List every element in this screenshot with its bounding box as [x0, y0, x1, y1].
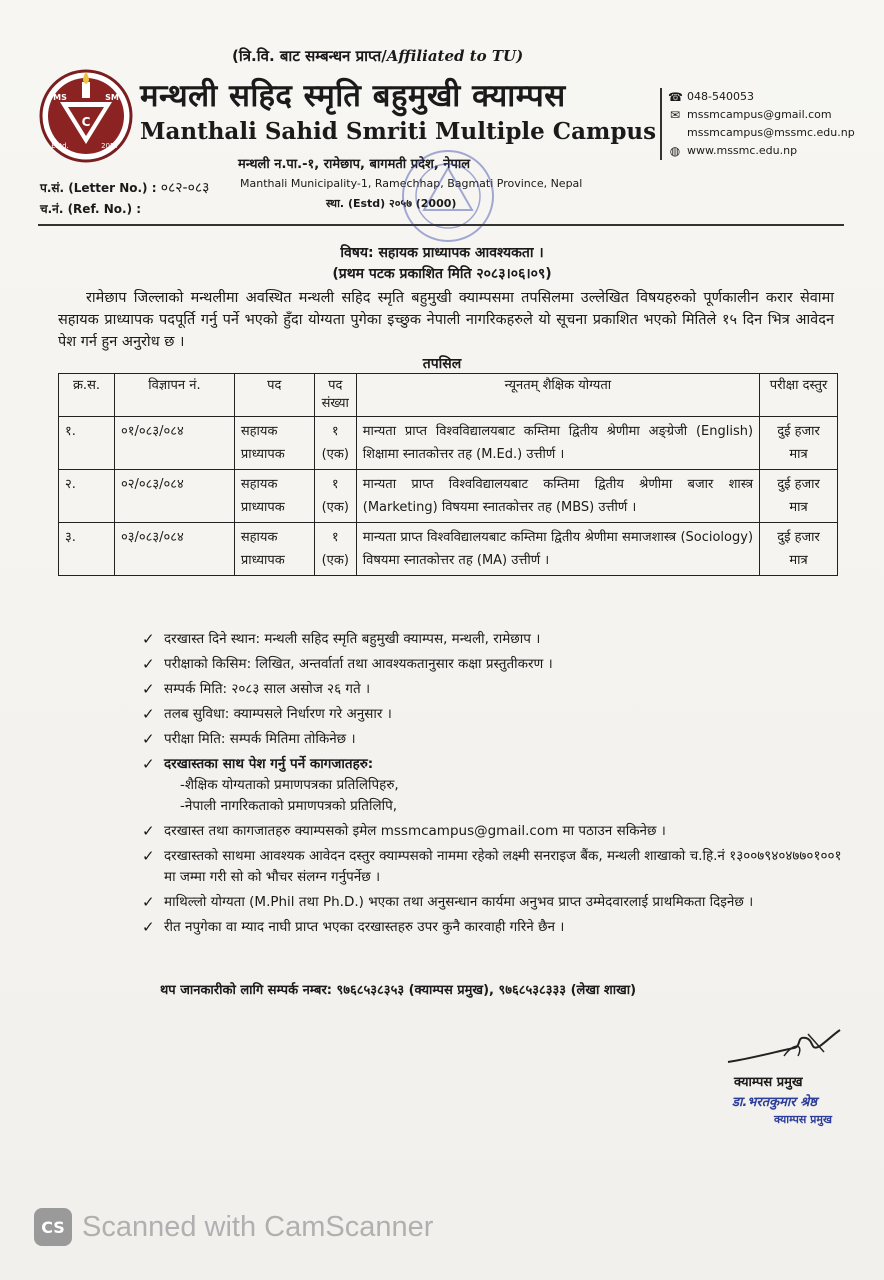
cell-post: सहायक प्राध्यापक: [234, 417, 314, 470]
estd-label: स्था. (Estd): [326, 197, 386, 210]
campus-name-en: Manthali Sahid Smriti Multiple Campus: [140, 118, 657, 145]
table-row: [59, 417, 838, 470]
cell-fee: दुई हजार मात्र: [760, 470, 838, 523]
list-item: [142, 679, 842, 700]
contact-block: [660, 88, 855, 160]
address-en: Manthali Municipality-1, Ramechhap, Bagmati Province, Nepal: [240, 177, 583, 190]
cell-count-number: १: [331, 530, 339, 545]
address-np: मन्थली न.पा.-१, रामेछाप, बागमती प्रदेश, नेपाल: [238, 157, 471, 172]
cell-count-number: १: [331, 424, 339, 439]
affiliation-line: [232, 46, 523, 66]
cell-count-number: १: [331, 477, 339, 492]
campus-seal-stamp: [398, 146, 498, 246]
list-item: [142, 704, 842, 725]
document-item: -शैक्षिक योग्यताको प्रमाणपत्रका प्रतिलिपिहरु,: [180, 777, 399, 793]
campus-logo: [38, 68, 134, 164]
checkmark-icon: ✓: [142, 730, 155, 748]
list-item-documents: [142, 754, 842, 817]
checkmark-icon: ✓: [142, 822, 155, 840]
col-header-ad-no: विज्ञापन नं.: [114, 374, 234, 417]
contact-phone-row: [668, 88, 855, 106]
contact-website: www.mssmc.edu.np: [687, 144, 798, 157]
cell-count: [314, 417, 356, 470]
envelope-icon: ✉: [669, 108, 681, 122]
cell-fee: दुई हजार मात्र: [760, 523, 838, 576]
logo-estd: Estd.: [51, 142, 69, 150]
contact-email2-row: [668, 124, 855, 142]
contact-email-row: [668, 106, 855, 124]
list-item: [142, 917, 842, 938]
vacancy-table: [58, 373, 838, 576]
cell-ad-no: ०३/०८३/०८४: [114, 523, 234, 576]
list-item-text: दरखास्त तथा कागजातहरु क्याम्पसको इमेल mssmcampus@gmail.com मा पठाउन सकिनेछ ।: [164, 823, 666, 839]
camscanner-text: Scanned with CamScanner: [82, 1210, 434, 1243]
letter-value: ०८२-०८३: [160, 180, 210, 196]
list-item-text: सम्पर्क मिति: २०८३ साल असोज २६ गते ।: [164, 681, 371, 697]
requirements-list: [142, 629, 842, 942]
col-header-post: पद: [234, 374, 314, 417]
cell-count-word: (एक): [321, 447, 349, 462]
camscanner-watermark: [34, 1208, 433, 1246]
list-item-text: परीक्षाको किसिम: लिखित, अन्तर्वार्ता तथा आवश्यकतानुसार कक्षा प्रस्तुतीकरण ।: [164, 656, 553, 672]
col-header-count: पद संख्या: [314, 374, 356, 417]
contact-phone: 048-540053: [687, 90, 754, 103]
checkmark-icon: ✓: [142, 705, 155, 723]
header-divider: [38, 224, 844, 226]
notice-published-date: (प्रथम पटक प्रकाशित मिति २०८३।०६।०९): [332, 266, 552, 282]
table-header-row: [59, 374, 838, 417]
cell-count-word: (एक): [321, 553, 349, 568]
cell-sn: ३.: [59, 523, 115, 576]
affiliation-en: Affiliated to TU): [386, 47, 524, 65]
list-item: [142, 821, 842, 842]
cell-ad-no: ०१/०८३/०८४: [114, 417, 234, 470]
tapsil-heading: तपसिल: [422, 356, 462, 372]
handwritten-signature: [724, 1022, 844, 1072]
cell-count-word: (एक): [321, 500, 349, 515]
signatory-name: डा.भरतकुमार श्रेष्ठ: [732, 1095, 817, 1110]
list-item-text: दरखास्त दिने स्थान: मन्थली सहिद स्मृति बहुमुखी क्याम्पस, मन्थली, रामेछाप ।: [164, 631, 541, 647]
contact-email-2: mssmcampus@mssmc.edu.np: [687, 126, 855, 139]
cell-sn: १.: [59, 417, 115, 470]
checkmark-icon: ✓: [142, 655, 155, 673]
col-header-fee: परीक्षा दस्तुर: [760, 374, 838, 417]
cell-post: सहायक प्राध्यापक: [234, 470, 314, 523]
list-item: [142, 654, 842, 675]
cell-qualification: मान्यता प्राप्त विश्वविद्यालयबाट कम्तिमा द्वितीय श्रेणीमा अङ्ग्रेजी (English) शिक्षामा स्नातकोत्तर तह (M.Ed.) उत्तीर्ण ।: [356, 417, 759, 470]
estd-value: २०५७ (2000): [389, 197, 457, 210]
contact-numbers-line: थप जानकारीको लागि सम्पर्क नम्बर: ९७६८५३८३५३ (क्याम्पस प्रमुख), ९७६८५३८३३३ (लेखा शाखा): [160, 983, 637, 998]
checkmark-icon: ✓: [142, 630, 155, 648]
logo-text-right: SM: [105, 93, 119, 102]
cell-fee: दुई हजार मात्र: [760, 417, 838, 470]
logo-letter: C: [81, 115, 91, 129]
list-item-text: तलब सुविधा: क्याम्पसले निर्धारण गरे अनुसार ।: [164, 706, 392, 722]
cell-sn: २.: [59, 470, 115, 523]
notice-subject: विषय: सहायक प्राध्यापक आवश्यकता ।: [340, 245, 544, 261]
signature-title: क्याम्पस प्रमुख: [734, 1075, 803, 1090]
list-item-text: रीत नपुगेका वा म्याद नाघी प्राप्त भएका दरखास्तहरु उपर कुनै कारवाही गरिने छैन ।: [164, 919, 565, 935]
list-item: [142, 629, 842, 650]
list-item-text: माथिल्लो योग्यता (M.Phil तथा Ph.D.) भएका तथा अनुसन्धान कार्यमा अनुभव प्राप्त उम्मेदवारलाई प्राथमिकता दिइनेछ ।: [164, 894, 754, 910]
list-item-text: परीक्षा मिति: सम्पर्क मितिमा तोकिनेछ ।: [164, 731, 356, 747]
cell-post: सहायक प्राध्यापक: [234, 523, 314, 576]
affiliation-np: (त्रि.वि. बाट सम्बन्धन प्राप्त/: [232, 47, 387, 65]
camscanner-logo-icon: CS: [34, 1208, 72, 1246]
cell-qualification: मान्यता प्राप्त विश्वविद्यालयबाट कम्तिमा द्वितीय श्रेणीमा बजार शास्त्र (Marketing) विषयमा स्नातकोत्तर तह (MBS) उत्तीर्ण ।: [356, 470, 759, 523]
table-row: [59, 470, 838, 523]
table-row: [59, 523, 838, 576]
cell-count: [314, 470, 356, 523]
list-item: [142, 846, 842, 888]
list-item-text: दरखास्तको साथमा आवश्यक आवेदन दस्तुर क्याम्पसको नाममा रहेको लक्ष्मी सनराइज बैंक, मन्थली शाखाको च.हि.नं १३००७९४०४७७०१००१ मा जम्मा गरी सो को भौचर संलग्न गर्नुपर्नेछ ।: [164, 848, 842, 885]
signatory-title-stamp: क्याम्पस प्रमुख: [774, 1113, 832, 1126]
cell-count: [314, 523, 356, 576]
checkmark-icon: ✓: [142, 680, 155, 698]
cell-qualification: मान्यता प्राप्त विश्वविद्यालयबाट कम्तिमा द्वितीय श्रेणीमा समाजशास्त्र (Sociology) विषयमा स्नातकोत्तर तह (MA) उत्तीर्ण ।: [356, 523, 759, 576]
checkmark-icon: ✓: [142, 755, 155, 773]
list-item: [142, 729, 842, 750]
col-header-qualification: न्यूनतम् शैक्षिक योग्यता: [356, 374, 759, 417]
letter-label: प.सं. (Letter No.) :: [40, 181, 157, 195]
logo-year: 2057: [101, 142, 119, 150]
contact-email-1: mssmcampus@gmail.com: [687, 108, 832, 121]
logo-text-left: MS: [53, 93, 67, 102]
checkmark-icon: ✓: [142, 847, 155, 865]
checkmark-icon: ✓: [142, 893, 155, 911]
col-header-sn: क्र.स.: [59, 374, 115, 417]
notice-body: रामेछाप जिल्लाको मन्थलीमा अवस्थित मन्थली सहिद स्मृति बहुमुखी क्याम्पसमा तपसिलमा उल्लेखित विषयहरुको पूर्णकालीन करार सेवामा सहायक प्राध्यापक पदपूर्ति गर्नु पर्ने भएको हुँदा योग्यता पुगेका इच्छुक नेपाली नागरिकहरुले यो सूचना प्रकाशित भएको मितिले १५ दिन भित्र आवेदन पेश गर्न हुन अनुरोध छ ।: [58, 290, 834, 350]
letter-number: [40, 178, 209, 197]
ref-number: च.नं. (Ref. No.) :: [40, 202, 142, 216]
cell-ad-no: ०२/०८३/०८४: [114, 470, 234, 523]
campus-name-np: मन्थली सहिद स्मृति बहुमुखी क्याम्पस: [140, 78, 566, 114]
phone-icon: ☎: [668, 90, 683, 104]
contact-web-row: [668, 142, 855, 160]
globe-icon: ◍: [669, 144, 681, 158]
checkmark-icon: ✓: [142, 918, 155, 936]
list-item: [142, 892, 842, 913]
documents-title: दरखास्तका साथ पेश गर्नु पर्ने कागजातहरु:: [164, 756, 374, 772]
document-item: -नेपाली नागरिकताको प्रमाणपत्रको प्रतिलिपि,: [180, 798, 398, 814]
